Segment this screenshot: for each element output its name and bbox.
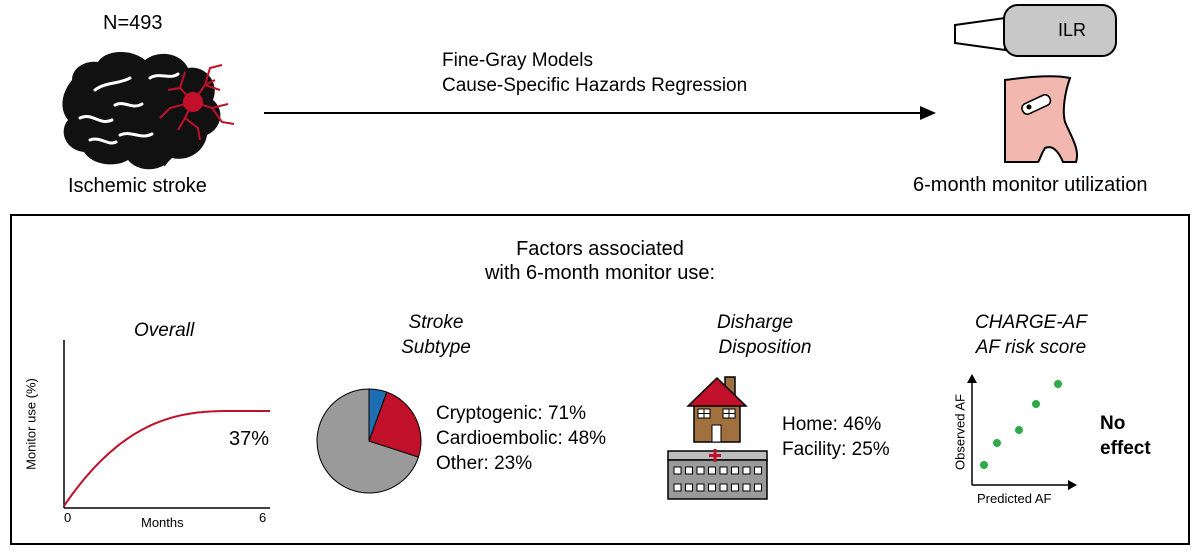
- hospital-window: [686, 484, 693, 491]
- charge-x-label: Predicted AF: [977, 491, 1052, 506]
- subtype-item-cardioembolic: Cardioembolic: 48%: [436, 428, 607, 449]
- hospital-window: [674, 484, 681, 491]
- hospital-window: [720, 467, 727, 474]
- scatter-point: [1054, 380, 1062, 388]
- disposition-title-line2: Disposition: [718, 337, 812, 358]
- charge-title-line1: CHARGE-AF: [975, 312, 1087, 333]
- hospital-window: [743, 467, 750, 474]
- disposition-item-facility: Facility: 25%: [782, 439, 890, 460]
- sample-size-label: N=493: [103, 12, 163, 34]
- ilr-label: ILR: [1058, 20, 1087, 40]
- method-label-1: Fine-Gray Models: [442, 50, 593, 71]
- overall-title: Overall: [134, 320, 195, 341]
- scatter-point: [1032, 400, 1040, 408]
- hospital-window: [720, 484, 727, 491]
- subtype-pie-chart: [317, 389, 421, 493]
- charge-title-line2: AF risk score: [975, 337, 1087, 358]
- box-title-line1: Factors associated: [516, 238, 684, 260]
- hospital-window: [709, 484, 716, 491]
- hospital-window: [674, 467, 681, 474]
- monitor-caption: 6-month monitor utilization: [913, 174, 1148, 196]
- scatter-point: [993, 439, 1001, 447]
- subtype-title-line2: Subtype: [401, 337, 471, 358]
- chest-implant-icon: [1005, 76, 1077, 162]
- charge-af-scatter: [967, 374, 1077, 490]
- overall-value-label: 37%: [229, 428, 270, 450]
- hospital-window: [697, 484, 704, 491]
- home-icon: [688, 377, 746, 442]
- subtype-title-line1: Stroke: [408, 312, 464, 333]
- hospital-window: [686, 467, 693, 474]
- method-arrow: [264, 106, 936, 120]
- hospital-window: [732, 484, 739, 491]
- overall-chart: [64, 340, 270, 508]
- hospital-window: [709, 467, 716, 474]
- hospital-window: [755, 484, 762, 491]
- scatter-point: [1015, 426, 1023, 434]
- charge-result-line1: No: [1100, 413, 1126, 434]
- charge-result-line2: effect: [1100, 438, 1151, 459]
- method-label-2: Cause-Specific Hazards Regression: [442, 75, 748, 96]
- hospital-window: [697, 467, 704, 474]
- disposition-item-home: Home: 46%: [782, 414, 882, 435]
- brain-caption: Ischemic stroke: [68, 175, 207, 197]
- overall-x-tick-end: 6: [259, 510, 267, 525]
- hospital-window: [743, 484, 750, 491]
- subtype-item-other: Other: 23%: [436, 453, 533, 474]
- hospital-window: [732, 467, 739, 474]
- scatter-point: [980, 461, 988, 469]
- hospital-window: [755, 467, 762, 474]
- overall-x-tick-start: 0: [64, 510, 72, 525]
- subtype-item-cryptogenic: Cryptogenic: 71%: [436, 403, 586, 424]
- box-title-line2: with 6-month monitor use:: [484, 262, 716, 284]
- overall-cumulative-curve: [64, 411, 270, 506]
- ilr-device-icon: [955, 5, 1116, 56]
- overall-y-label: Monitor use (%): [23, 378, 39, 470]
- charge-y-label: Observed AF: [952, 394, 968, 470]
- disposition-title-line1: Disharge: [716, 312, 794, 333]
- overall-x-label: Months: [141, 515, 184, 530]
- facility-icon: [668, 449, 767, 499]
